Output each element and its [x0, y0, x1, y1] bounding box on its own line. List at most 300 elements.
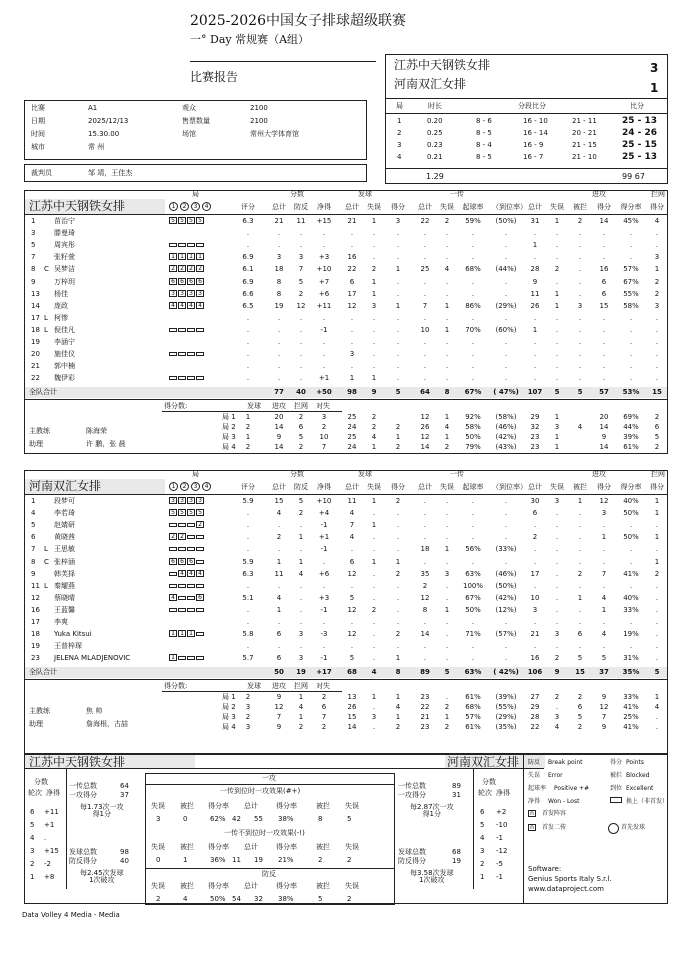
stat-r-pos: . — [471, 338, 475, 346]
stat-a-pct: 57% — [623, 265, 639, 274]
stat-tot: . — [277, 241, 281, 250]
set-b-pts: 6 — [654, 423, 660, 432]
home-rotation-val: . — [44, 834, 47, 842]
stat-s-pts: . — [396, 581, 400, 590]
stat-a-pct: 40% — [623, 497, 639, 505]
set-c1: 2 — [298, 413, 304, 422]
set-positions — [169, 606, 205, 613]
mid-head2-pts_pct: 得分率 — [276, 843, 297, 851]
stat-tot: 11 — [274, 569, 284, 578]
stat-r-err: . — [445, 521, 449, 530]
set-total: 14 — [274, 443, 284, 452]
set-row-label: 局 4 — [222, 443, 236, 452]
set-positions — [169, 374, 205, 381]
home-rotation-no: 6 — [30, 808, 35, 816]
stat-s-tot: . — [350, 581, 354, 590]
stat-r-tot: . — [423, 642, 427, 651]
stat-r-err: 1 — [444, 545, 450, 554]
rotation-box: 4 — [196, 302, 204, 309]
bench-marker — [196, 535, 204, 539]
rotation-box: 3 — [178, 290, 186, 297]
stat-s-tot: . — [350, 313, 354, 322]
total-score: 99 67 — [622, 172, 645, 181]
rotation-box: 1 — [169, 654, 177, 661]
stat-r-err: . — [445, 557, 449, 566]
header-divider — [24, 214, 668, 215]
sub-marker — [178, 352, 186, 356]
stat-a-err: 3 — [554, 630, 560, 639]
stat-r-exc: . — [504, 557, 508, 566]
set-a-tot: 28 — [530, 713, 540, 722]
set-r-tot: 14 — [420, 443, 430, 452]
rotation-box: 4 — [178, 570, 186, 577]
serve-group-header: 发球 — [358, 470, 372, 478]
set-s-err: 1 — [371, 443, 377, 452]
stat-r-pos: . — [471, 313, 475, 322]
col-header-wl: 净得 — [317, 483, 331, 491]
mid-r3-a: 2 — [156, 895, 161, 903]
stat-wl: +6 — [318, 569, 330, 578]
player-name: 王普梓琛 — [54, 642, 82, 651]
sub-marker — [178, 328, 186, 332]
stat-r-pos: . — [471, 521, 475, 530]
mid-r2-c: 36% — [210, 856, 226, 864]
set-c1: 5 — [298, 433, 304, 442]
stat-s-tot: 4 — [349, 509, 355, 518]
set-a-pts: 14 — [599, 423, 609, 432]
bench-marker — [169, 376, 177, 380]
bench-marker — [178, 523, 186, 527]
legend-wl-en: Won - Lost — [548, 798, 580, 805]
stat-s-pts: . — [396, 545, 400, 554]
rotation-box: 1 — [196, 253, 204, 260]
legend-wl: 净得 — [528, 798, 541, 805]
stat-a-err: . — [555, 593, 559, 602]
bench-marker — [169, 572, 177, 576]
player-name: 蔡晓晴 — [54, 593, 75, 602]
stat-r-exc: (33%) — [495, 545, 517, 554]
set-s-err: 3 — [371, 713, 377, 722]
set-a-err: 2 — [554, 693, 560, 702]
stat-r-exc: . — [504, 253, 508, 262]
stat-a-pct: 33% — [623, 605, 639, 614]
stat-wl: . — [322, 362, 326, 371]
stat-s-pts: 2 — [395, 569, 401, 578]
stat-bp: . — [299, 581, 303, 590]
stat-a-tot: 28 — [530, 265, 540, 274]
player-role: L — [44, 313, 48, 322]
stat-wl: +10 — [316, 265, 332, 274]
stat-r-err: . — [445, 497, 449, 505]
sub-marker — [196, 352, 204, 356]
stat-r-tot: 10 — [420, 325, 430, 334]
stat-s-tot: 3 — [349, 350, 355, 359]
stat-s-tot: . — [350, 618, 354, 626]
col-header-wl: 净得 — [317, 203, 331, 211]
set-a-tot: 23 — [530, 433, 540, 442]
set-a-err: 3 — [554, 423, 560, 432]
referee-box — [24, 164, 367, 182]
player-name: JELENA MLADJENOVIC — [54, 654, 131, 663]
rotation-box: 2 — [187, 265, 195, 272]
home-rotation-val: +11 — [44, 808, 59, 816]
set-c2: 2 — [321, 723, 327, 732]
player-name: 王思敏 — [54, 545, 75, 554]
total-s-tot: 68 — [347, 668, 357, 677]
stat-a-blo: . — [578, 581, 582, 590]
set-s-err: 1 — [371, 693, 377, 702]
player-name: 施佳仪 — [54, 350, 75, 359]
match-code: A1 — [88, 104, 98, 112]
stat-r-tot: . — [423, 229, 427, 238]
player-role: C — [44, 265, 49, 274]
stat-s-err: . — [372, 581, 376, 590]
stat-b-pts: . — [655, 338, 659, 346]
player-number: 14 — [31, 301, 40, 310]
player-number: 4 — [31, 509, 36, 518]
stat-r-exc: (44%) — [495, 265, 517, 274]
player-role: L — [44, 325, 48, 334]
stat-b-pts: 1 — [654, 509, 660, 518]
mid-head3-blo: 被拦 — [180, 882, 194, 890]
set-c2: 3 — [321, 413, 327, 422]
total-s-tot: 98 — [347, 388, 357, 397]
stat-s-err: . — [372, 350, 376, 359]
stat-r-pos: 68% — [465, 265, 481, 274]
set-a-tot: 29 — [530, 703, 540, 712]
bench-marker — [187, 535, 195, 539]
stat-a-pct: 19% — [623, 630, 639, 639]
set-positions — [169, 278, 205, 285]
sub-marker — [178, 547, 186, 551]
set-a-pct: 69% — [623, 413, 639, 422]
home-serve-v2: 40 — [120, 857, 129, 865]
stat-r-pos: . — [471, 362, 475, 371]
player-name: 郭中楠 — [54, 362, 75, 371]
set-s-tot: 15 — [347, 713, 357, 722]
stat-vote: 6.9 — [242, 253, 254, 262]
mid-sub1: 一传到位时一攻效果(#+) — [220, 787, 301, 795]
set-circle: 4 — [202, 482, 211, 491]
stat-r-tot: . — [423, 533, 427, 542]
col-header-total: 总计 — [272, 203, 286, 211]
total-duration: 1.29 — [426, 172, 444, 181]
stat-a-pts: 15 — [599, 301, 609, 310]
stat-r-tot: 35 — [420, 569, 430, 578]
stat-r-err: . — [445, 533, 449, 542]
rotation-box: 5 — [187, 509, 195, 516]
rotation-box: 2 — [169, 265, 177, 272]
stat-a-tot: 17 — [530, 569, 540, 578]
stat-vote: . — [246, 581, 250, 590]
coach-label: 主教练 — [29, 427, 50, 436]
set-number-circle — [169, 202, 178, 211]
set-a-pts: 9 — [601, 723, 607, 732]
stat-bp: . — [299, 313, 303, 322]
stat-s-pts: 1 — [395, 265, 401, 274]
set-s-tot: 13 — [347, 693, 357, 702]
software-company: Genius Sports Italy S.r.l. — [528, 875, 612, 883]
stat-bp: 2 — [298, 289, 304, 298]
col-header-points: 评分 — [241, 483, 255, 491]
stat-r-exc: . — [504, 533, 508, 542]
stat-s-tot: 22 — [347, 265, 357, 274]
software-url: www.dataproject.com — [528, 885, 604, 893]
stat-a-err: . — [555, 569, 559, 578]
rotation-box: 1 — [178, 253, 186, 260]
stat-r-tot: . — [423, 509, 427, 518]
stat-s-pts: . — [396, 618, 400, 626]
rotation-box: 2 — [169, 533, 177, 540]
stat-a-tot: 16 — [530, 654, 540, 663]
stat-a-pts: 1 — [601, 533, 607, 542]
sub-header-line — [162, 411, 342, 412]
mid-head2-err2: 失误 — [345, 843, 359, 851]
player-name: 倪佳凡 — [54, 325, 75, 334]
set-left: 2 — [245, 443, 251, 452]
bench-marker — [196, 656, 204, 660]
stat-r-err: 2 — [444, 217, 450, 225]
stat-r-exc: . — [504, 350, 508, 359]
mid-r1-f: 38% — [278, 815, 294, 823]
stat-vote: 6.9 — [242, 277, 254, 286]
stat-r-err: . — [445, 654, 449, 663]
stat-a-pct: . — [629, 362, 633, 371]
stat-wl: +6 — [318, 289, 330, 298]
divider — [190, 61, 376, 62]
set-left: 3 — [245, 703, 251, 712]
stat-s-pts: . — [396, 593, 400, 602]
set-positions — [169, 654, 205, 661]
stat-r-tot: . — [423, 253, 427, 262]
sub-marker — [196, 608, 204, 612]
stat-r-err: . — [445, 350, 449, 359]
team-total-label: 全队合计 — [29, 388, 57, 397]
stat-r-exc: . — [504, 654, 508, 663]
stat-r-err: . — [445, 374, 449, 383]
mid-head-tot: 总计 — [244, 802, 258, 810]
stat-vote: . — [246, 521, 250, 530]
set-r-tot: 23 — [420, 723, 430, 732]
set-r-pos: 57% — [465, 713, 481, 722]
stat-a-pts: . — [602, 545, 606, 554]
stat-a-blo: . — [578, 289, 582, 298]
total-r-err: 5 — [444, 668, 450, 677]
total-b-pts: 5 — [654, 668, 660, 677]
stat-bp: . — [299, 374, 303, 383]
stat-s-pts: . — [396, 241, 400, 250]
stat-a-pts: . — [602, 557, 606, 566]
stat-r-pos: . — [471, 557, 475, 566]
mid-head3-err2: 失误 — [345, 882, 359, 890]
stat-s-tot: 21 — [347, 217, 357, 225]
player-number: 20 — [31, 350, 40, 359]
stat-wl: . — [322, 642, 326, 651]
mid-r1-a: 3 — [156, 815, 161, 823]
stat-vote: . — [246, 545, 250, 554]
set-a-err: . — [555, 703, 559, 712]
stat-a-err: . — [555, 241, 559, 250]
stat-a-blo: . — [578, 509, 582, 518]
away-serve-note: 每3.58次发球 1次破攻 — [410, 869, 454, 884]
set-duration: 0.23 — [427, 141, 443, 149]
stat-a-err: . — [555, 581, 559, 590]
stat-a-pct: 40% — [623, 593, 639, 602]
legend-bp: 防反 — [528, 759, 541, 766]
stat-a-blo: . — [578, 642, 582, 651]
stat-a-tot: . — [533, 642, 537, 651]
total-a-err: 9 — [554, 668, 560, 677]
stat-r-exc: (29%) — [495, 301, 517, 310]
stat-bp: . — [299, 350, 303, 359]
stat-s-pts: . — [396, 325, 400, 334]
stat-r-tot: . — [423, 497, 427, 505]
stat-tot: . — [277, 521, 281, 530]
stat-bp: . — [299, 521, 303, 530]
footer: Data Volley 4 Media - Media — [22, 911, 120, 919]
stat-a-pts: 7 — [601, 569, 607, 578]
stat-bp: . — [299, 593, 303, 602]
stat-s-tot: . — [350, 642, 354, 651]
partial-16: 16 - 9 — [523, 141, 544, 149]
stat-a-pts: . — [602, 374, 606, 383]
stat-s-tot: 12 — [347, 605, 357, 614]
set-a-pts: 7 — [601, 713, 607, 722]
stat-b-pts: 1 — [654, 497, 660, 505]
stat-a-pts: . — [602, 253, 606, 262]
away-serve-v2: 19 — [452, 857, 461, 865]
legend-pts: 得分 — [610, 759, 623, 766]
stat-a-tot: 6 — [532, 509, 538, 518]
mid-r1-c: 62% — [210, 815, 226, 823]
col-header-err: 失误 — [440, 483, 454, 491]
rotation-box: 3 — [196, 290, 204, 297]
player-name: 李涵宁 — [54, 338, 75, 346]
set-a-tot: 23 — [530, 443, 540, 452]
stat-s-tot: 11 — [347, 497, 357, 505]
set-c1: 2 — [298, 723, 304, 732]
set-number-circle — [180, 202, 189, 211]
stat-tot: . — [277, 581, 281, 590]
set-c1: 1 — [298, 693, 304, 702]
stat-s-err: 1 — [371, 521, 377, 530]
stat-s-err: . — [372, 593, 376, 602]
set-score: 24 - 26 — [622, 128, 658, 138]
legend-first-serve: 首发阵容 — [542, 810, 567, 817]
bench-marker — [178, 376, 186, 380]
mid-r1-h: 5 — [347, 815, 352, 823]
stat-b-pts: . — [655, 630, 659, 639]
partial-8: 8 - 6 — [476, 117, 492, 125]
home-rotation-no: 4 — [30, 834, 35, 842]
stat-s-err: . — [372, 325, 376, 334]
stat-tot: . — [277, 325, 281, 334]
stat-vote: . — [246, 605, 250, 614]
set-r-exc: (58%) — [495, 413, 517, 422]
set-b-pts: . — [655, 723, 659, 732]
stat-a-blo: . — [578, 350, 582, 359]
partial-16: 16 - 14 — [523, 129, 548, 137]
player-name: 周宾彤 — [54, 241, 75, 250]
legend-pos: 起球率 — [528, 785, 547, 792]
away-rec-l1: 一传总数 — [398, 782, 426, 790]
player-number: 16 — [31, 605, 40, 614]
home-serve-l1: 发球总数 — [69, 848, 97, 856]
set-a-pts: 12 — [599, 703, 609, 712]
stat-a-blo: . — [578, 545, 582, 554]
total-tot: 77 — [274, 388, 284, 397]
match-label: 比赛 — [31, 104, 45, 112]
set-a-err: 4 — [554, 723, 560, 732]
set-number-circle — [202, 202, 211, 211]
set-positions — [169, 533, 205, 540]
stat-vote: 6.3 — [242, 217, 254, 225]
partial-21: 20 - 21 — [572, 129, 597, 137]
total-r-tot: 64 — [420, 388, 430, 397]
set-r-exc: (42%) — [495, 433, 517, 442]
stat-r-exc: . — [504, 289, 508, 298]
total-a-pct: 53% — [622, 388, 640, 397]
mid-line2 — [145, 868, 395, 869]
set-r-exc: (39%) — [495, 693, 517, 702]
home-rec-l2: 一攻得分 — [69, 791, 97, 799]
stat-s-pts: . — [396, 229, 400, 238]
stat-b-pts: . — [655, 545, 659, 554]
total-r-tot: 89 — [420, 668, 430, 677]
set-r-tot: 26 — [420, 423, 430, 432]
legend-sub: 换上（非首发） — [626, 798, 669, 805]
stat-s-tot: . — [350, 362, 354, 371]
player-role: C — [44, 557, 49, 566]
summary-away-name: 河南双汇女排 — [447, 755, 520, 769]
rotation-box: 3 — [169, 497, 177, 504]
points-per-label: 得分数: — [164, 402, 188, 411]
stat-wl: . — [322, 557, 326, 566]
venue-label: 场馆 — [182, 130, 196, 138]
set-number-circle — [169, 482, 178, 491]
stat-s-tot: . — [350, 229, 354, 238]
player-number: 1 — [31, 217, 36, 225]
set-a-tot: 22 — [530, 723, 540, 732]
stat-a-pts: . — [602, 581, 606, 590]
stat-s-tot: 5 — [349, 654, 355, 663]
set-a-blo: 2 — [577, 693, 583, 702]
stat-b-pts: . — [655, 593, 659, 602]
col-header-err: 失误 — [550, 483, 564, 491]
stat-r-err: . — [445, 618, 449, 626]
player-number: 19 — [31, 338, 40, 346]
legend-pos-en: Positive +# — [554, 785, 590, 792]
stat-a-err: 2 — [554, 265, 560, 274]
stat-vote: . — [246, 313, 250, 322]
set-number-circle — [191, 202, 200, 211]
rotation-box: 5 — [196, 217, 204, 224]
stat-tot: 15 — [274, 497, 284, 505]
legend-bp-en: Break point — [548, 759, 583, 766]
home-rec-l1: 一传总数 — [69, 782, 97, 790]
set-a-pct: 41% — [623, 703, 639, 712]
rotation-box: 4 — [196, 570, 204, 577]
stat-s-err: . — [372, 509, 376, 518]
stat-a-pct: . — [629, 229, 633, 238]
stat-r-tot: 22 — [420, 217, 430, 225]
stat-r-pos: . — [471, 277, 475, 286]
coach-name: 陈海荣 — [86, 427, 107, 436]
mid-head-pct: 得分率 — [208, 802, 229, 810]
away-rotation-no: 3 — [480, 847, 485, 855]
venue: 常州大学体育馆 — [250, 130, 299, 138]
stat-b-pts: . — [655, 618, 659, 626]
